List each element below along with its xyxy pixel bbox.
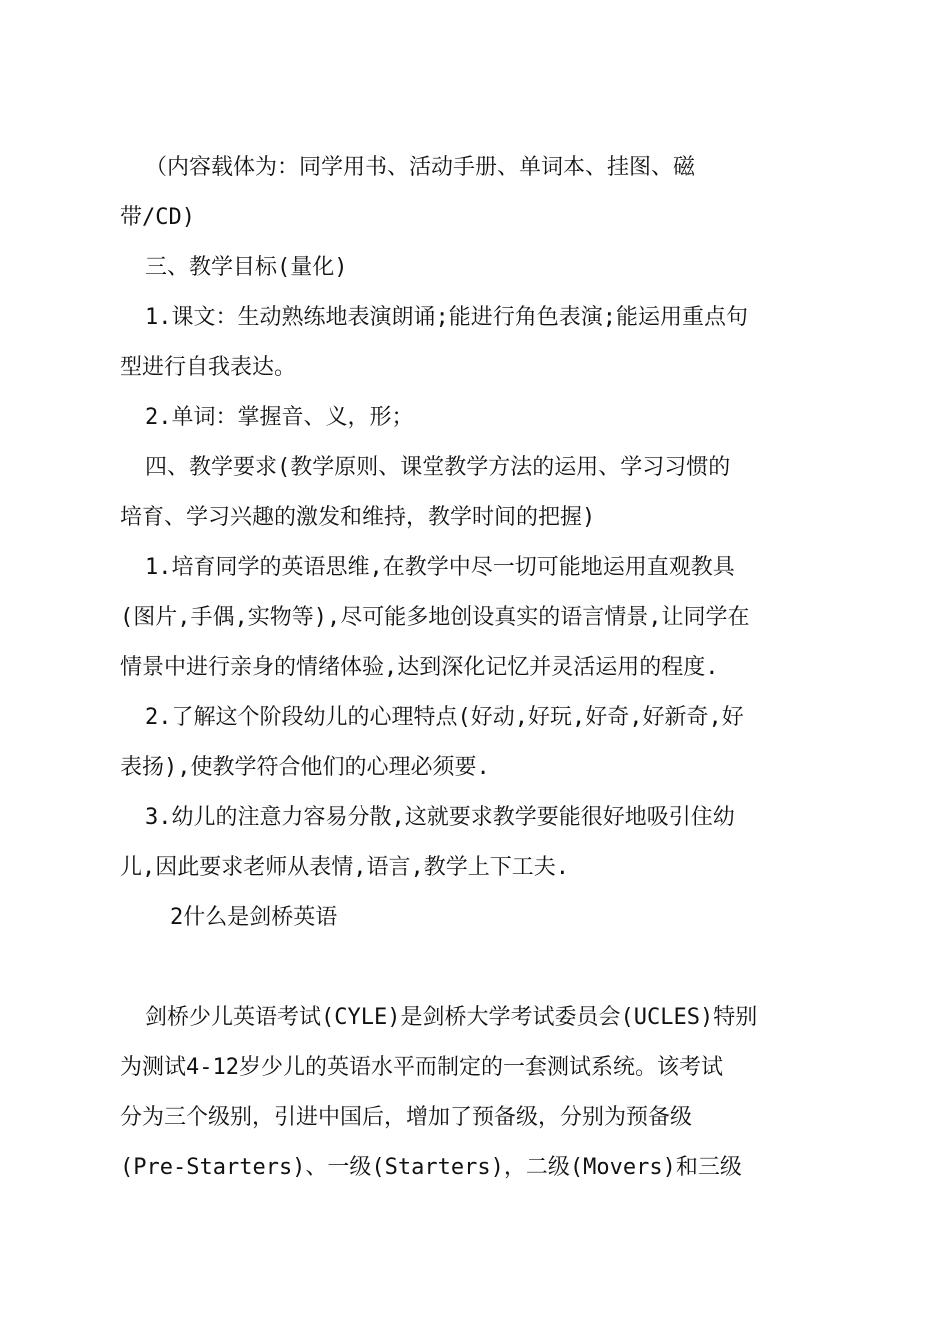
- text-line: 带/CD): [120, 205, 195, 230]
- text-line: 1.培育同学的英语思维,在教学中尽一切可能地运用直观教具: [145, 555, 735, 580]
- text-line: 1.课文：生动熟练地表演朗诵;能进行角色表演;能运用重点句: [145, 305, 748, 330]
- text-line: 剑桥少儿英语考试(CYLE)是剑桥大学考试委员会(UCLES)特别: [145, 1005, 758, 1030]
- text-line: 2.单词：掌握音、义，形；: [145, 405, 414, 430]
- text-line: （内容载体为：同学用书、活动手册、单词本、挂图、磁: [145, 155, 696, 180]
- text-line: 表扬),使教学符合他们的心理必须要.: [120, 755, 490, 780]
- text-line: 儿,因此要求老师从表情,语言,教学上下工夫.: [120, 855, 569, 880]
- text-line: 3.幼儿的注意力容易分散,这就要求教学要能很好地吸引住幼: [145, 805, 735, 830]
- text-line: 2.了解这个阶段幼儿的心理特点(好动,好玩,好奇,好新奇,好: [145, 705, 744, 730]
- text-line: 培育、学习兴趣的激发和维持，教学时间的把握): [120, 505, 596, 530]
- text-line: (Pre-Starters)、一级(Starters)，二级(Movers)和三级: [120, 1155, 742, 1180]
- section-title: 2什么是剑桥英语: [170, 905, 338, 930]
- text-line: 型进行自我表达。: [120, 355, 297, 380]
- text-line: (图片,手偶,实物等),尽可能多地创设真实的语言情景,让同学在: [120, 605, 750, 630]
- section-heading: 四、教学要求(教学原则、课堂教学方法的运用、学习习惯的: [145, 455, 731, 480]
- text-line: 情景中进行亲身的情绪体验,达到深化记忆并灵活运用的程度.: [120, 655, 719, 680]
- section-heading: 三、教学目标(量化): [145, 255, 348, 280]
- text-line: 为测试4-12岁少儿的英语水平而制定的一套测试系统。该考试: [120, 1055, 723, 1080]
- text-line: 分为三个级别，引进中国后，增加了预备级，分别为预备级: [120, 1105, 693, 1130]
